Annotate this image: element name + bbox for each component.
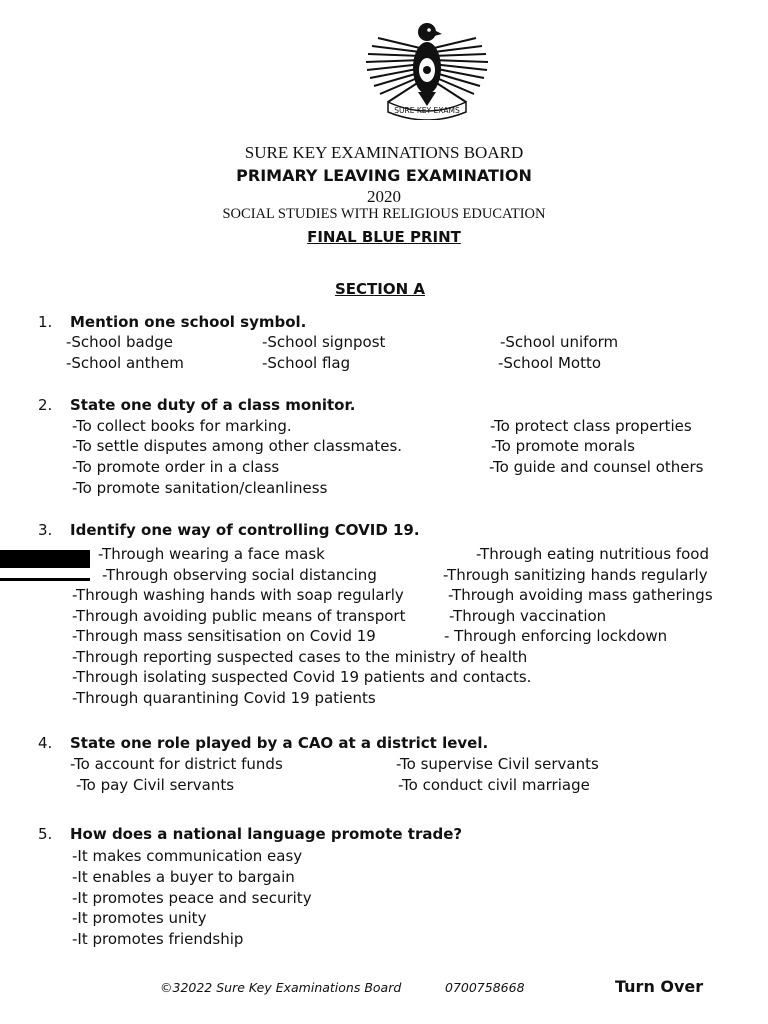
answer-item: -Through avoiding mass gatherings (448, 586, 713, 604)
answer-item: -School badge (66, 333, 173, 351)
sure-key-exams-crest-logo (362, 16, 492, 120)
question-number: 5. (38, 825, 53, 843)
question-text: Mention one school symbol. (70, 313, 307, 331)
exam-name: PRIMARY LEAVING EXAMINATION (236, 166, 532, 185)
answer-item: -School signpost (262, 333, 386, 351)
footer-copyright: ©32022 Sure Key Examinations Board (160, 980, 402, 995)
question-text: Identify one way of controlling COVID 19. (70, 521, 420, 539)
answer-item: -It promotes peace and security (72, 889, 312, 907)
answer-item: -To pay Civil servants (76, 776, 235, 794)
answer-item: -It promotes friendship (72, 930, 244, 948)
answer-item: -To guide and counsel others (489, 458, 704, 476)
answer-item: -To supervise Civil servants (396, 755, 599, 773)
document-title: FINAL BLUE PRINT (307, 228, 461, 246)
answer-item: -To collect books for marking. (72, 417, 292, 435)
answer-item: -Through eating nutritious food (476, 545, 709, 563)
question-text: State one role played by a CAO at a district level. (70, 734, 489, 752)
subject-name: SOCIAL STUDIES WITH RELIGIOUS EDUCATION (222, 206, 546, 222)
question-number: 1. (38, 313, 53, 331)
question-text: State one duty of a class monitor. (70, 396, 356, 414)
answer-item: -It promotes unity (72, 909, 207, 927)
answer-item: -School anthem (66, 354, 184, 372)
answer-item: -It makes communication easy (72, 847, 303, 865)
answer-item: -Through quarantining Covid 19 patients (72, 689, 376, 707)
answer-item: -It enables a buyer to bargain (72, 868, 295, 886)
answer-item: -To settle disputes among other classmates. (72, 437, 403, 455)
exam-year: 2020 (367, 187, 401, 206)
question-number: 2. (38, 396, 53, 414)
answer-item: -To protect class properties (490, 417, 692, 435)
redaction-line (0, 578, 90, 581)
answer-item: -Through washing hands with soap regularly (72, 586, 404, 604)
answer-item: -Through vaccination (449, 607, 607, 625)
board-name: SURE KEY EXAMINATIONS BOARD (244, 143, 524, 162)
answer-item: -Through sanitizing hands regularly (443, 566, 708, 584)
answer-item: -To account for district funds (70, 755, 283, 773)
answer-item: -To conduct civil marriage (398, 776, 590, 794)
answer-item: - Through enforcing lockdown (444, 627, 668, 645)
answer-item: -Through observing social distancing (102, 566, 377, 584)
redaction-bar (0, 550, 90, 568)
answer-item: -Through mass sensitisation on Covid 19 (72, 627, 376, 645)
question-text: How does a national language promote trade? (70, 825, 463, 843)
answer-item: -Through isolating suspected Covid 19 patients and contacts. (72, 668, 532, 686)
answer-item: -To promote morals (491, 437, 635, 455)
answer-item: -School flag (262, 354, 351, 372)
turn-over-label: Turn Over (615, 977, 704, 996)
answer-item: -Through reporting suspected cases to the ministry of health (72, 648, 528, 666)
answer-item: -Through wearing a face mask (98, 545, 325, 563)
answer-item: -To promote order in a class (72, 458, 280, 476)
answer-item: -School Motto (498, 354, 602, 372)
footer-phone: 0700758668 (445, 980, 525, 995)
answer-item: -To promote sanitation/cleanliness (72, 479, 328, 497)
section-heading: SECTION A (335, 280, 426, 298)
answer-item: -Through avoiding public means of transport (72, 607, 406, 625)
question-number: 3. (38, 521, 53, 539)
crest-banner-text: SURE KEY EXAMS (394, 106, 460, 115)
question-number: 4. (38, 734, 53, 752)
answer-item: -School uniform (500, 333, 619, 351)
